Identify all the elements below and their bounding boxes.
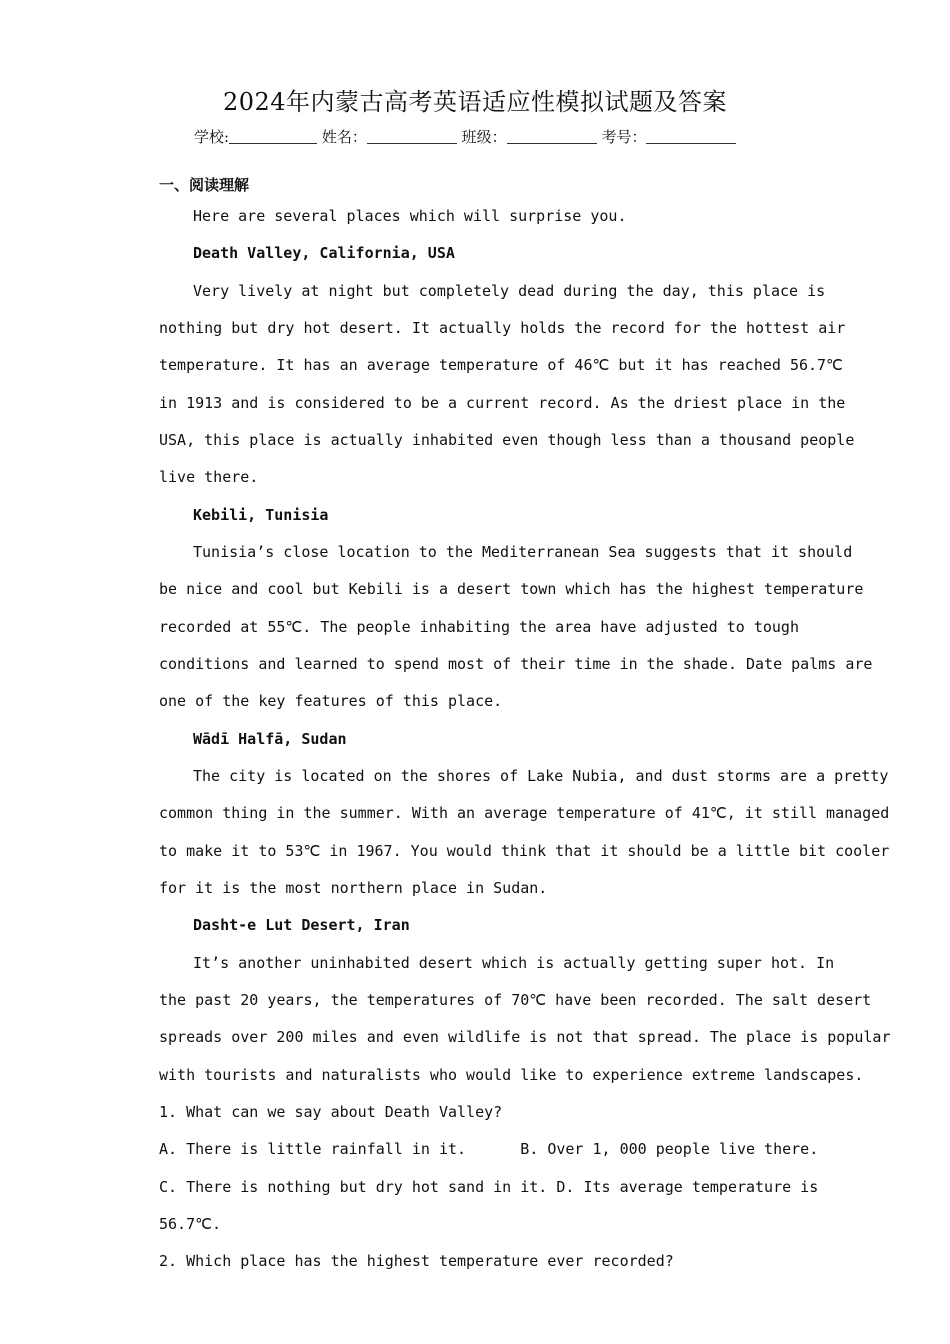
passage-heading-dasht-e-lut: Dasht-e Lut Desert, Iran [193, 916, 410, 934]
student-info-row [194, 126, 794, 147]
passage-line: Very lively at night but completely dead during the day, this place is [193, 282, 826, 300]
passage-line: recorded at 55℃. The people inhabiting the area have adjusted to tough [159, 618, 799, 636]
passage-line: for it is the most northern place in Sudan. [159, 879, 548, 897]
name-blank[interactable] [367, 129, 457, 144]
passage-line: to make it to 53℃ in 1967. You would think that it should be a little bit cooler [159, 842, 890, 860]
exam-number-blank[interactable] [646, 129, 736, 144]
exam-number-label: 考号： [601, 128, 647, 146]
intro-text: Here are several places which will surprise you. [193, 207, 627, 225]
passage-line: The city is located on the shores of Lake Nubia, and dust storms are a pretty [193, 767, 889, 785]
passage-line: in 1913 and is considered to be a current record. As the driest place in the [159, 394, 846, 412]
passage-line: with tourists and naturalists who would like to experience extreme landscapes. [159, 1066, 864, 1084]
passage-line: Tunisia’s close location to the Mediterranean Sea suggests that it should [193, 543, 853, 561]
passage-line: temperature. It has an average temperature of 46℃ but it has reached 56.7℃ [159, 356, 843, 374]
passage-line: one of the key features of this place. [159, 692, 503, 710]
school-label: 学校: [194, 128, 230, 146]
school-blank[interactable] [229, 129, 317, 144]
question-1-options-cd: C. There is nothing but dry hot sand in it. D. Its average temperature is [159, 1178, 819, 1196]
passage-heading-kebili: Kebili, Tunisia [193, 506, 329, 524]
passage-heading-wadi-halfa: Wādī Halfā, Sudan [193, 730, 347, 748]
passage-line: be nice and cool but Kebili is a desert town which has the highest temperature [159, 580, 864, 598]
passage-line: common thing in the summer. With an average temperature of 41℃, it still managed [159, 804, 890, 822]
section-heading: 一、阅读理解 [159, 176, 250, 194]
question-1-options-ab: A. There is little rainfall in it. B. Over 1, 000 people live there. [159, 1140, 819, 1158]
passage-line: conditions and learned to spend most of their time in the shade. Date palms are [159, 655, 873, 673]
passage-line: the past 20 years, the temperatures of 70℃ have been recorded. The salt desert [159, 991, 872, 1009]
question-1-stem: 1. What can we say about Death Valley? [159, 1103, 503, 1121]
question-2-stem: 2. Which place has the highest temperature ever recorded? [159, 1252, 674, 1270]
passage-line: It’s another uninhabited desert which is actually getting super hot. In [193, 954, 835, 972]
name-label: 姓名： [321, 128, 367, 146]
page-title: 2024年内蒙古高考英语适应性模拟试题及答案 [222, 88, 728, 116]
passage-line: nothing but dry hot desert. It actually holds the record for the hottest air [159, 319, 846, 337]
passage-heading-death-valley: Death Valley, California, USA [193, 244, 455, 262]
question-1-option-d-end: 56.7℃. [159, 1215, 221, 1233]
passage-line: live there. [159, 468, 259, 486]
class-label: 班级： [461, 128, 507, 146]
passage-line: spreads over 200 miles and even wildlife is not that spread. The place is popular [159, 1028, 891, 1046]
passage-line: USA, this place is actually inhabited even though less than a thousand people [159, 431, 855, 449]
class-blank[interactable] [507, 129, 597, 144]
